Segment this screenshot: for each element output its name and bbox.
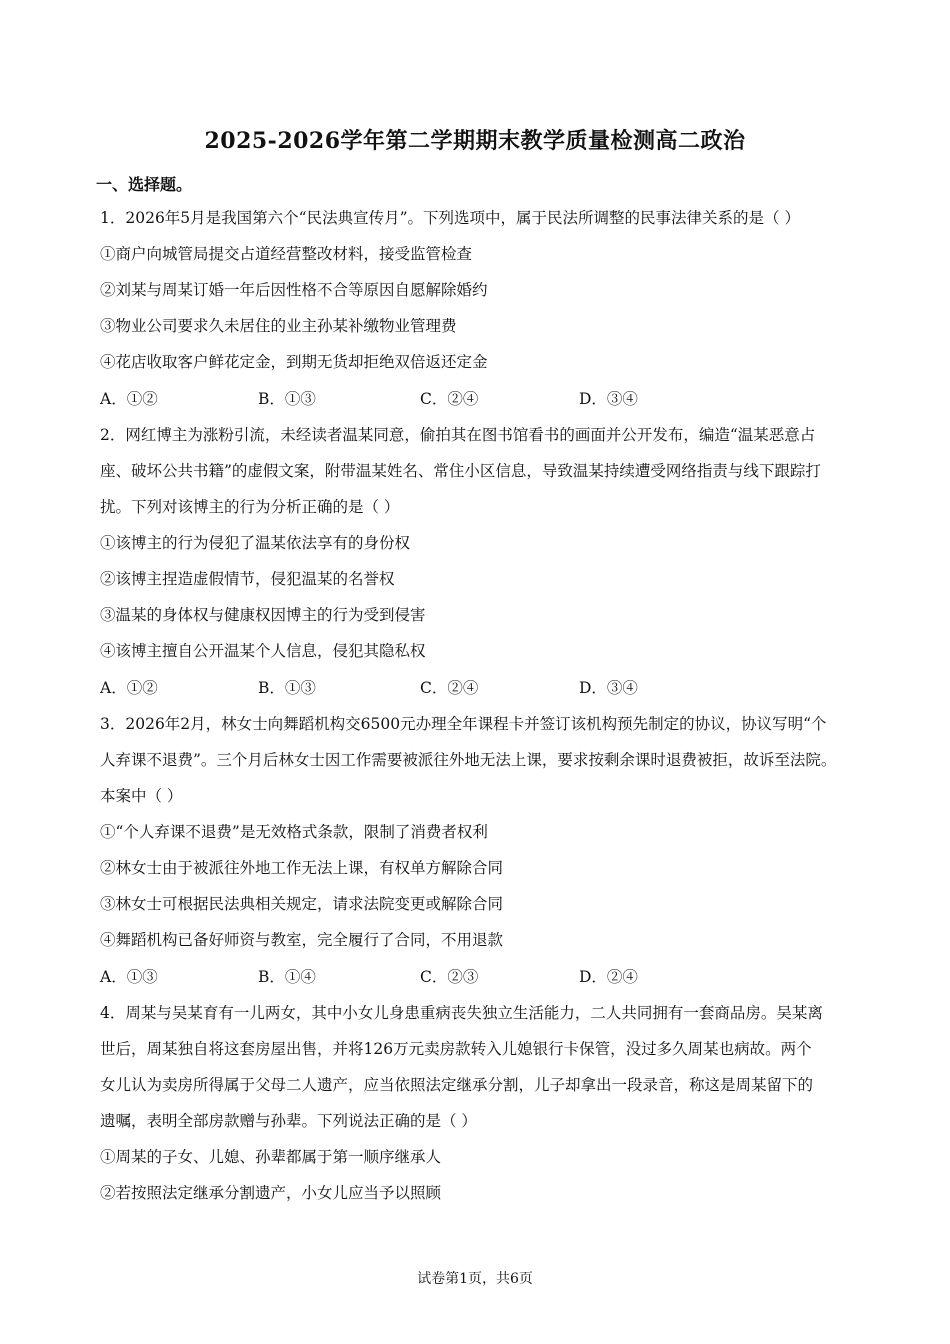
question-2-option-4: ④该博主擅自公开温某个人信息，侵犯其隐私权	[100, 642, 426, 660]
question-3-stem-line-1: 3．2026年2月，林女士向舞蹈机构交6500元办理全年课程卡并签订该机构预先制定的协议，协议写明“个	[100, 715, 827, 733]
question-2-stem-line-1: 2．网红博主为涨粉引流，未经读者温某同意，偷拍其在图书馆看书的画面并公开发布，编造“温某恶意占	[100, 426, 816, 444]
question-1-stem: 1．2026年5月是我国第六个“民法典宣传月”。下列选项中，属于民法所调整的民事法律关系的是（ ）	[100, 209, 800, 227]
question-1-choice-c: C．②④	[420, 390, 479, 408]
question-3-choice-d: D．②④	[579, 968, 638, 986]
question-2-choice-b: B．①③	[258, 679, 316, 697]
question-1-option-1: ①商户向城管局提交占道经营整改材料，接受监管检查	[100, 245, 473, 263]
question-1-option-2: ②刘某与周某订婚一年后因性格不合等原因自愿解除婚约	[100, 281, 488, 299]
question-2-choice-a: A．①②	[100, 679, 158, 697]
question-1-option-3: ③物业公司要求久未居住的业主孙某补缴物业管理费	[100, 317, 457, 335]
page-title: 2025-2026学年第二学期期末教学质量检测高二政治	[204, 128, 746, 154]
page-footer: 试卷第1页，共6页	[417, 1271, 533, 1287]
question-2-choice-c: C．②④	[420, 679, 479, 697]
question-4-option-2: ②若按照法定继承分割遗产，小女儿应当予以照顾	[100, 1184, 442, 1202]
question-4-stem-line-2: 世后，周某独自将这套房屋出售，并将126万元卖房款转入儿媳银行卡保管，没过多久周某也病故。两个	[100, 1040, 812, 1058]
question-1-choice-a: A．①②	[100, 390, 158, 408]
question-3-option-2: ②林女士由于被派往外地工作无法上课，有权单方解除合同	[100, 859, 504, 877]
question-1-choice-d: D．③④	[579, 390, 638, 408]
question-1-choice-b: B．①③	[258, 390, 316, 408]
question-2-stem-line-2: 座、破坏公共书籍”的虚假文案，附带温某姓名、常住小区信息，导致温某持续遭受网络指责与线下跟踪打	[100, 462, 821, 480]
question-4-stem-line-3: 女儿认为卖房所得属于父母二人遗产，应当依照法定继承分割，儿子却拿出一段录音，称这是周某留下的	[100, 1076, 814, 1094]
question-1-option-4: ④花店收取客户鲜花定金，到期无货却拒绝双倍返还定金	[100, 353, 488, 371]
question-2-option-1: ①该博主的行为侵犯了温某依法享有的身份权	[100, 534, 411, 552]
question-2-stem-line-3: 扰。下列对该博主的行为分析正确的是（ ）	[100, 498, 400, 516]
question-3-choice-c: C．②③	[420, 968, 479, 986]
question-3-choice-a: A．①③	[100, 968, 158, 986]
question-3-option-3: ③林女士可根据民法典相关规定，请求法院变更或解除合同	[100, 895, 504, 913]
question-3-stem-line-3: 本案中（ ）	[100, 787, 183, 805]
question-4-stem-line-1: 4．周某与吴某育有一儿两女，其中小女儿身患重病丧失独立生活能力，二人共同拥有一套商品房。吴某离	[100, 1004, 823, 1022]
section-heading: 一、选择题。	[96, 175, 193, 194]
question-4-option-1: ①周某的子女、儿媳、孙辈都属于第一顺序继承人	[100, 1148, 442, 1166]
question-3-choice-b: B．①④	[258, 968, 316, 986]
question-3-option-4: ④舞蹈机构已备好师资与教室，完全履行了合同，不用退款	[100, 931, 504, 949]
question-2-option-2: ②该博主捏造虚假情节，侵犯温某的名誉权	[100, 570, 395, 588]
question-2-option-3: ③温某的身体权与健康权因博主的行为受到侵害	[100, 606, 426, 624]
question-3-option-1: ①“个人弃课不退费”是无效格式条款，限制了消费者权利	[100, 823, 488, 841]
question-2-choice-d: D．③④	[579, 679, 638, 697]
question-3-stem-line-2: 人弃课不退费”。三个月后林女士因工作需要被派往外地无法上课，要求按剩余课时退费被拒，故诉至法院。	[100, 751, 837, 769]
question-4-stem-line-4: 遗嘱，表明全部房款赠与孙辈。下列说法正确的是（ ）	[100, 1112, 477, 1130]
